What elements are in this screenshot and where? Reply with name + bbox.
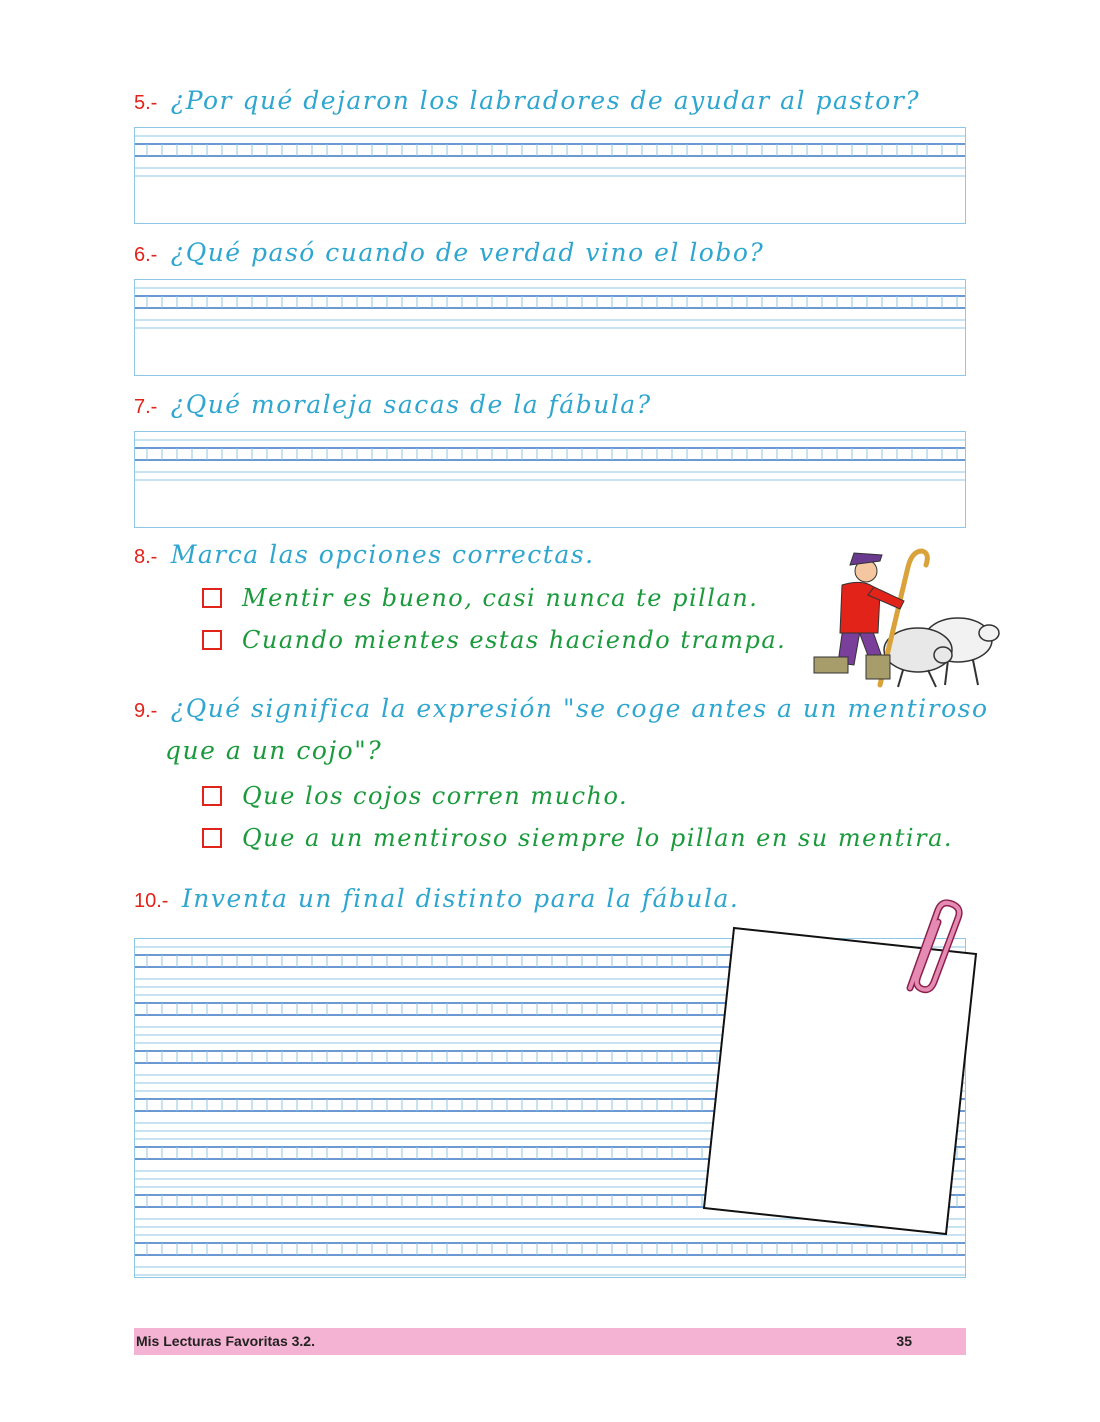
page-number: 35 [896,1333,912,1349]
question-text-line-1: ¿Qué significa la expresión "se coge antes a un mentiroso [170,694,989,723]
question-5 [134,86,920,115]
answer-lines-5[interactable] [134,127,966,224]
question-number: 7.- [134,396,158,418]
question-9-continued [165,736,382,765]
option-text: Mentir es bueno, casi nunca te pillan. [242,584,759,612]
ruling [135,128,965,223]
question-7 [134,390,652,419]
answer-lines-7[interactable] [134,431,966,528]
checkbox[interactable] [202,786,222,806]
option-8-1[interactable] [202,584,758,612]
question-text: Marca las opciones correctas. [170,540,595,569]
ruling [135,280,965,375]
sticky-note-illustration [700,898,980,1238]
question-number: 10.- [134,890,169,912]
question-6 [134,238,764,267]
question-9 [134,694,989,723]
question-text: Inventa un final distinto para la fábula. [181,884,740,913]
question-10 [134,884,739,913]
option-8-2[interactable] [202,626,786,654]
question-number: 6.- [134,244,158,266]
option-9-1[interactable] [202,782,628,810]
option-9-2[interactable] [202,824,953,852]
option-text: Que a un mentiroso siempre lo pillan en su mentira. [242,824,953,852]
checkbox[interactable] [202,828,222,848]
sheep-front [884,628,952,687]
checkbox[interactable] [202,630,222,650]
question-number: 5.- [134,92,158,114]
shepherd-illustration [808,545,1004,690]
option-text: Que los cojos corren mucho. [242,782,629,810]
question-text: ¿Por qué dejaron los labradores de ayudar al pastor? [170,86,921,115]
answer-lines-6[interactable] [134,279,966,376]
option-text: Cuando mientes estas haciendo trampa. [242,626,787,654]
question-text: ¿Qué moraleja sacas de la fábula? [170,390,652,419]
question-number: 8.- [134,546,158,568]
question-number: 9.- [134,700,158,722]
question-8 [134,540,595,569]
checkbox[interactable] [202,588,222,608]
book-title: Mis Lecturas Favoritas 3.2. [136,1333,315,1349]
question-text: ¿Qué pasó cuando de verdad vino el lobo? [170,238,765,267]
ruling [135,432,965,527]
question-text-line-2: que a un cojo"? [165,736,383,765]
footer-band [134,1328,966,1355]
